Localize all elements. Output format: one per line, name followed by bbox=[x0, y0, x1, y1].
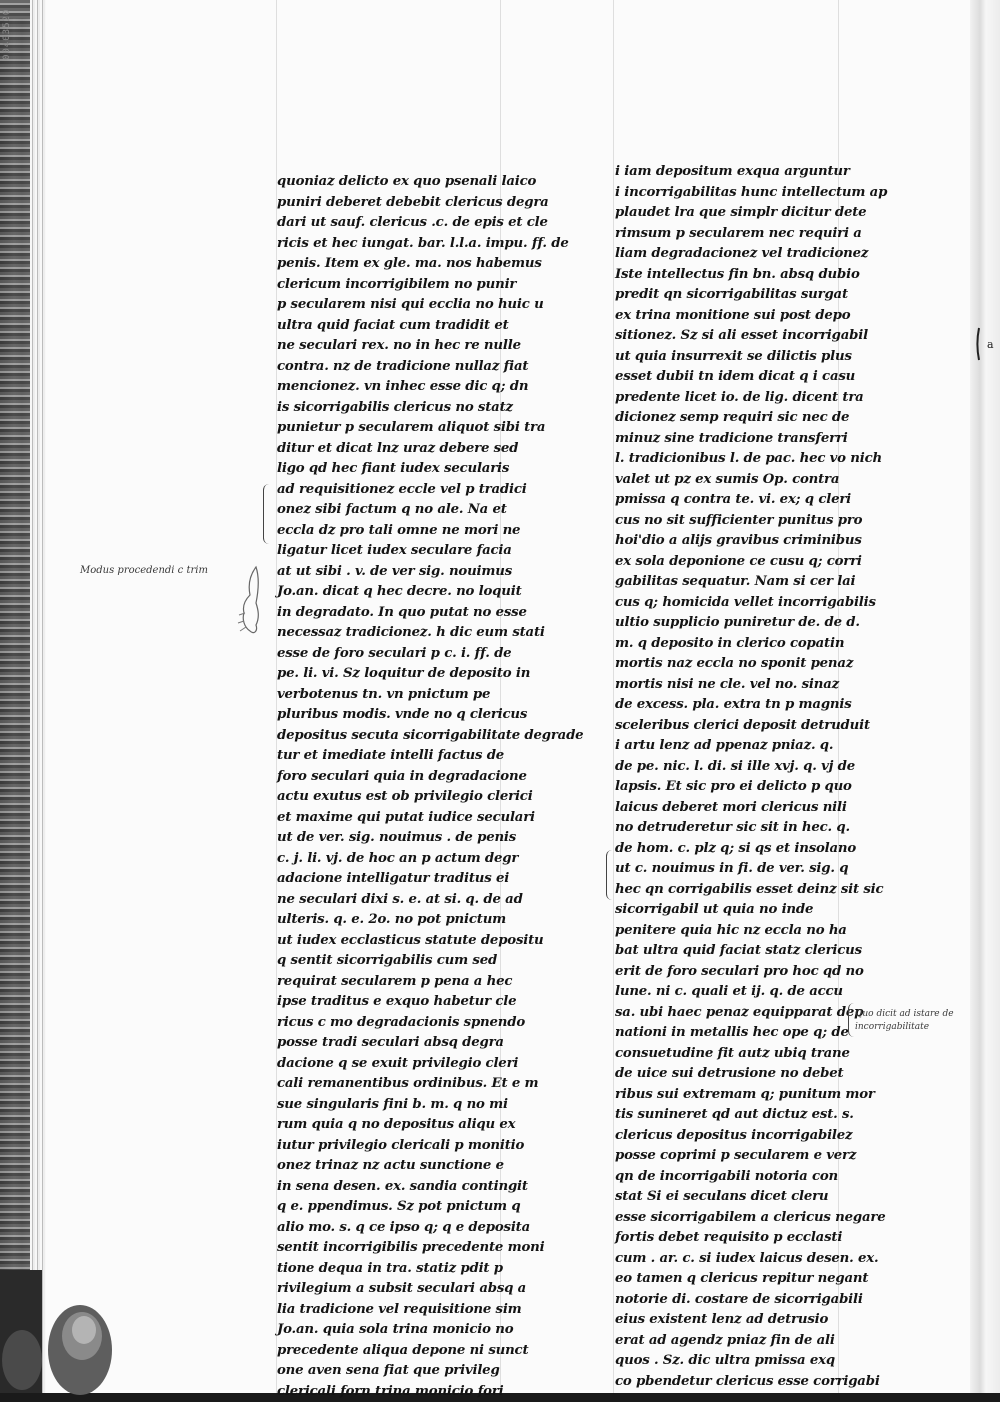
text-line: et maxime qui putat iudice seculari bbox=[277, 808, 509, 829]
text-line: ut iudex ecclasticus statute depositu bbox=[277, 931, 509, 952]
text-line: in degradato. In quo putat no esse bbox=[277, 603, 509, 624]
marginal-note-right-line: Quo dicit ad istare de bbox=[855, 1008, 954, 1021]
text-line: penis. Item ex gle. ma. nos habemus bbox=[277, 254, 509, 275]
thumb-shadow bbox=[0, 1270, 120, 1393]
text-line: pe. li. vi. Sz loquitur de deposito in bbox=[277, 664, 509, 685]
text-line: sicorrigabil ut quia no inde bbox=[615, 900, 853, 921]
text-line: precedente aliqua depone ni sunct bbox=[277, 1341, 509, 1362]
text-line: Jo.an. quia sola trina monicio no bbox=[277, 1320, 509, 1341]
text-line: cus q; homicida vellet incorrigabilis bbox=[615, 593, 853, 614]
text-line: c. j. li. vj. de hoc an p actum degr bbox=[277, 849, 509, 870]
text-line: p secularem nisi qui ecclia no huic u bbox=[277, 295, 509, 316]
text-line: dari ut sauf. clericus .c. de epis et cle bbox=[277, 213, 509, 234]
text-line: pluribus modis. vnde no q clericus bbox=[277, 705, 509, 726]
text-line: at ut sibi . v. de ver sig. nouimus bbox=[277, 562, 509, 583]
text-line: bat ultra quid faciat statz clericus bbox=[615, 941, 853, 962]
text-line: eius existent lenz ad detrusio bbox=[615, 1310, 853, 1331]
text-line: erit de foro seculari pro hoc qd no bbox=[615, 962, 853, 983]
text-line: de pe. nic. l. di. si ille xvj. q. vj de bbox=[615, 757, 853, 778]
text-line: hoi'dio a alijs gravibus criminibus bbox=[615, 531, 853, 552]
text-line: posse tradi seculari absq degra bbox=[277, 1033, 509, 1054]
text-column-left bbox=[277, 172, 509, 1402]
text-line: mortis naz eccla no sponit penaz bbox=[615, 654, 853, 675]
text-line: ne seculari rex. no in hec re nulle bbox=[277, 336, 509, 357]
text-line: Iste intellectus fin bn. absq dubio bbox=[615, 265, 853, 286]
margin-mark-icon bbox=[975, 326, 999, 362]
text-line: qn de incorrigabili notoria con bbox=[615, 1167, 853, 1188]
text-line: ipse traditus e exquo habetur cle bbox=[277, 992, 509, 1013]
text-line: consuetudine fit autz ubiq trane bbox=[615, 1044, 853, 1065]
text-line: Jo.an. dicat q hec decre. no loquit bbox=[277, 582, 509, 603]
marginal-note-right bbox=[855, 1008, 954, 1034]
marginal-note-left: Modus procedendi c trim bbox=[80, 565, 208, 576]
text-line: actu exutus est ob privilegio clerici bbox=[277, 787, 509, 808]
text-line: depositus secuta sicorrigabilitate degrade bbox=[277, 726, 509, 747]
text-line: stat Si ei seculans dicet cleru bbox=[615, 1187, 853, 1208]
text-line: sentit incorrigibilis precedente moni bbox=[277, 1238, 509, 1259]
text-line: punietur p secularem aliquot sibi tra bbox=[277, 418, 509, 439]
text-line: fortis debet requisito p ecclasti bbox=[615, 1228, 853, 1249]
text-line: esse sicorrigabilem a clericus negare bbox=[615, 1208, 853, 1229]
text-line: esse de foro seculari p c. i. ff. de bbox=[277, 644, 509, 665]
text-line: hec qn corrigabilis esset deinz sit sic bbox=[615, 880, 853, 901]
text-line: tur et imediate intelli factus de bbox=[277, 746, 509, 767]
text-line: m. q deposito in clerico copatin bbox=[615, 634, 853, 655]
text-line: puniri deberet debebit clericus degra bbox=[277, 193, 509, 214]
text-line: clericum incorrigibilem no punir bbox=[277, 275, 509, 296]
text-line: gabilitas sequatur. Nam si cer lai bbox=[615, 572, 853, 593]
text-line: ribus sui extremam q; punitum mor bbox=[615, 1085, 853, 1106]
text-line: ultra quid faciat cum tradidit et bbox=[277, 316, 509, 337]
text-line: verbotenus tn. vn pnictum pe bbox=[277, 685, 509, 706]
text-line: ligo qd hec fiant iudex secularis bbox=[277, 459, 509, 480]
text-line: ut quia insurrexit se dilictis plus bbox=[615, 347, 853, 368]
text-line: plaudet lra que simplr dicitur dete bbox=[615, 203, 853, 224]
text-line: de excess. pla. extra tn p magnis bbox=[615, 695, 853, 716]
text-line: eccla dz pro tali omne ne mori ne bbox=[277, 521, 509, 542]
text-line: ricis et hec iungat. bar. l.l.a. impu. ff. de bbox=[277, 234, 509, 255]
text-line: one aven sena fiat que privileg bbox=[277, 1361, 509, 1382]
margin-bracket bbox=[606, 850, 613, 900]
text-column-right bbox=[615, 162, 853, 1392]
text-line: mortis nisi ne cle. vel no. sinaz bbox=[615, 675, 853, 696]
text-line: ditur et dicat lnz uraz debere sed bbox=[277, 439, 509, 460]
text-line: sa. ubi haec penaz equipparat dep bbox=[615, 1003, 853, 1024]
ruling-line bbox=[613, 0, 614, 1393]
text-line: erat ad agendz pniaz fin de ali bbox=[615, 1331, 853, 1352]
text-line: ne seculari dixi s. e. at si. q. de ad bbox=[277, 890, 509, 911]
right-page-edge bbox=[970, 0, 1000, 1393]
shelfmark-label: 00403520 bbox=[2, 0, 16, 60]
fore-edge-pages bbox=[30, 0, 46, 1393]
text-line: ad requisitionez eccle vel p tradici bbox=[277, 480, 509, 501]
margin-bracket bbox=[263, 484, 270, 544]
text-line: ligatur licet iudex seculare facia bbox=[277, 541, 509, 562]
text-line: in sena desen. ex. sandia contingit bbox=[277, 1177, 509, 1198]
text-line: necessaz tradicionez. h dic eum stati bbox=[277, 623, 509, 644]
text-line: minuz sine tradicione transferri bbox=[615, 429, 853, 450]
text-line: lia tradicione vel requisitione sim bbox=[277, 1300, 509, 1321]
text-line: i artu lenz ad ppenaz pniaz. q. bbox=[615, 736, 853, 757]
text-line: laicus deberet mori clericus nili bbox=[615, 798, 853, 819]
text-line: dicionez semp requiri sic nec de bbox=[615, 408, 853, 429]
marginal-note-right-line: incorrigabilitate bbox=[855, 1021, 954, 1034]
text-line: cum . ar. c. si iudex laicus desen. ex. bbox=[615, 1249, 853, 1270]
text-line: cali remanentibus ordinibus. Et e m bbox=[277, 1074, 509, 1095]
text-line: sue singularis fini b. m. q no mi bbox=[277, 1095, 509, 1116]
text-line: ulteris. q. e. 2o. no pot pnictum bbox=[277, 910, 509, 931]
text-line: rimsum p secularem nec requiri a bbox=[615, 224, 853, 245]
margin-mark-letter: a bbox=[987, 338, 994, 351]
text-line: tis sunineret qd aut dictuz est. s. bbox=[615, 1105, 853, 1126]
text-line: foro seculari quia in degradacione bbox=[277, 767, 509, 788]
text-line: esset dubii tn idem dicat q i casu bbox=[615, 367, 853, 388]
text-line: q sentit sicorrigabilis cum sed bbox=[277, 951, 509, 972]
text-line: q e. ppendimus. Sz pot pnictum q bbox=[277, 1197, 509, 1218]
text-line: clericus depositus incorrigabilez bbox=[615, 1126, 853, 1147]
text-line: eo tamen q clericus repitur negant bbox=[615, 1269, 853, 1290]
text-line: tione dequa in tra. statiz pdit p bbox=[277, 1259, 509, 1280]
text-line: penitere quia hic nz eccla no ha bbox=[615, 921, 853, 942]
text-line: lune. ni c. quali et ij. q. de accu bbox=[615, 982, 853, 1003]
text-line: alio mo. s. q ce ipso q; q e deposita bbox=[277, 1218, 509, 1239]
text-line: sceleribus clerici deposit detruduit bbox=[615, 716, 853, 737]
text-line: ut c. nouimus in fi. de ver. sig. q bbox=[615, 859, 853, 880]
text-line: de uice sui detrusione no debet bbox=[615, 1064, 853, 1085]
text-line: ex trina monitione sui post depo bbox=[615, 306, 853, 327]
text-line: is sicorrigabilis clericus no statz bbox=[277, 398, 509, 419]
text-line: predente licet io. de lig. dicent tra bbox=[615, 388, 853, 409]
text-line: i incorrigabilitas hunc intellectum ap bbox=[615, 183, 853, 204]
text-line: cus no sit sufficienter punitus pro bbox=[615, 511, 853, 532]
text-line: mencionez. vn inhec esse dic q; dn bbox=[277, 377, 509, 398]
text-line: ricus c mo degradacionis spnendo bbox=[277, 1013, 509, 1034]
text-line: requirat secularem p pena a hec bbox=[277, 972, 509, 993]
text-line: pmissa q contra te. vi. ex; q cleri bbox=[615, 490, 853, 511]
text-line: ut de ver. sig. nouimus . de penis bbox=[277, 828, 509, 849]
text-line: l. tradicionibus l. de pac. hec vo nich bbox=[615, 449, 853, 470]
text-line: valet ut pz ex sumis Op. contra bbox=[615, 470, 853, 491]
text-line: co pbendetur clericus esse corrigabi bbox=[615, 1372, 853, 1393]
text-line: liam degradacionez vel tradicionez bbox=[615, 244, 853, 265]
background-left-strip bbox=[0, 0, 30, 1393]
text-line: quos . Sz. dic ultra pmissa exq bbox=[615, 1351, 853, 1372]
text-line: nationi in metallis hec ope q; de bbox=[615, 1023, 853, 1044]
text-line: lapsis. Et sic pro ei delicto p quo bbox=[615, 777, 853, 798]
text-line: predit qn sicorrigabilitas surgat bbox=[615, 285, 853, 306]
text-line: de hom. c. plz q; si qs et insolano bbox=[615, 839, 853, 860]
margin-bracket bbox=[848, 1003, 855, 1037]
text-line: sitionez. Sz si ali esset incorrigabil bbox=[615, 326, 853, 347]
text-line: onez sibi factum q no ale. Na et bbox=[277, 500, 509, 521]
text-line: no detruderetur sic sit in hec. q. bbox=[615, 818, 853, 839]
text-line: iutur privilegio clericali p monitio bbox=[277, 1136, 509, 1157]
text-line: contra. nz de tradicione nullaz fiat bbox=[277, 357, 509, 378]
text-line: adacione intelligatur traditus ei bbox=[277, 869, 509, 890]
text-line: posse coprimi p secularem e verz bbox=[615, 1146, 853, 1167]
text-line: dacione q se exuit privilegio cleri bbox=[277, 1054, 509, 1075]
text-line: rivilegium a subsit seculari absq a bbox=[277, 1279, 509, 1300]
text-line: rum quia q no depositus aliqu ex bbox=[277, 1115, 509, 1136]
text-line: ultio supplicio puniretur de. de d. bbox=[615, 613, 853, 634]
text-line: ex sola deponione ce cusu q; corri bbox=[615, 552, 853, 573]
text-line: onez trinaz nz actu sunctione e bbox=[277, 1156, 509, 1177]
text-line: i iam depositum exqua arguntur bbox=[615, 162, 853, 183]
manicule-icon bbox=[236, 565, 262, 637]
text-line: clericali forn trina monicio fori bbox=[277, 1382, 509, 1402]
text-line: quoniaz delicto ex quo psenali laico bbox=[277, 172, 509, 193]
text-line: notorie di. costare de sicorrigabili bbox=[615, 1290, 853, 1311]
